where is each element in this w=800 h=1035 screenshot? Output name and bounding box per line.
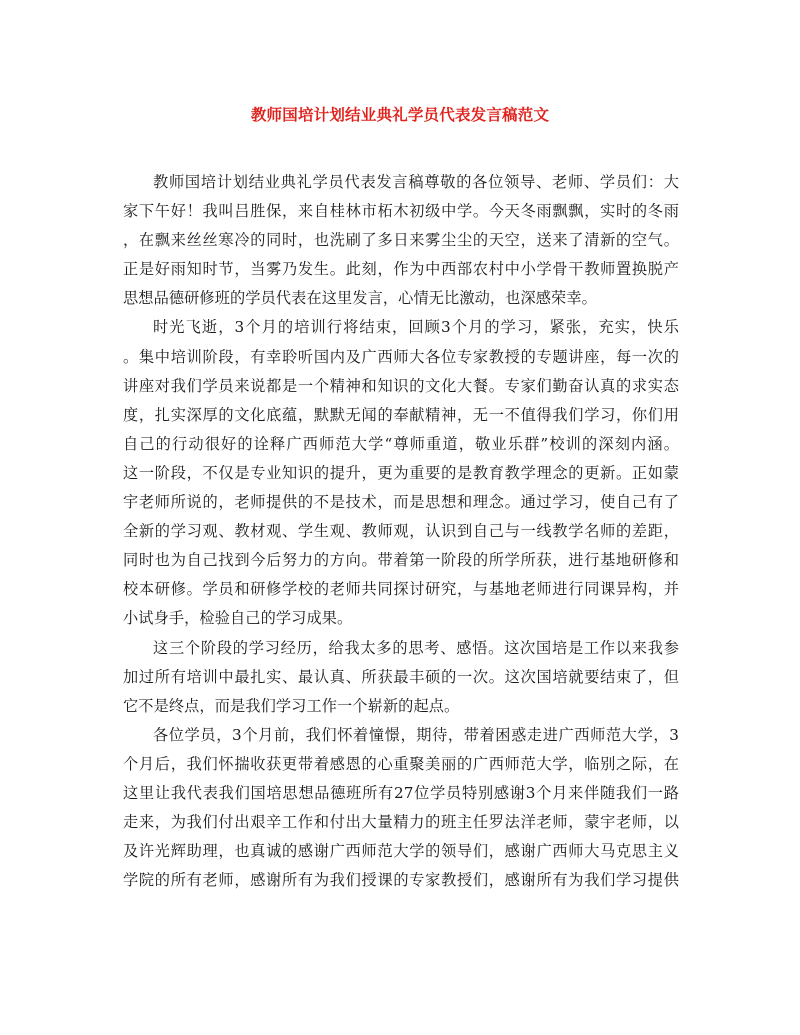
body-text-line: 个月后，我们怀揣收获更带着感恩的心重聚美丽的广西师范大学，临别之际，在 xyxy=(123,754,679,773)
body-text-line: 宇老师所说的，老师提供的不是技术，而是思想和理念。通过学习，使自己有了 xyxy=(123,493,679,512)
body-text-line: 及许光辉助理，也真诚的感谢广西师范大学的领导们，感谢广西师大马克思主义 xyxy=(123,842,679,861)
body-text-line: 讲座对我们学员来说都是一个精神和知识的文化大餐。专家们勤奋认真的求实态 xyxy=(123,376,679,395)
body-text-line: 走来，为我们付出艰辛工作和付出大量精力的班主任罗法洋老师，蒙宇老师，以 xyxy=(123,813,679,832)
body-text-line: 学院的所有老师，感谢所有为我们授课的专家教授们，感谢所有为我们学习提供 xyxy=(123,871,679,890)
body-text-line: 自己的行动很好的诠释广西师范大学“尊师重道，敬业乐群”校训的深刻内涵。 xyxy=(123,434,679,453)
body-text-line: 家下午好！我叫吕胜保，来自桂林市柘木初级中学。今天冬雨飘飘，实时的冬雨 xyxy=(123,202,679,221)
document-title: 教师国培计划结业典礼学员代表发言稿范文 xyxy=(250,105,550,124)
body-text-line: 小试身手，检验自己的学习成果。 xyxy=(123,609,353,628)
body-text-line: 加过所有培训中最扎实、最认真、所获最丰硕的一次。这次国培就要结束了，但 xyxy=(123,667,679,686)
body-text-line: 教师国培计划结业典礼学员代表发言稿尊敬的各位领导、老师、学员们：大 xyxy=(153,173,679,191)
body-text-line: 正是好雨知时节，当雾乃发生。此刻，作为中西部农村中小学骨干教师置换脱产 xyxy=(123,260,679,279)
body-text-line: 这一阶段，不仅是专业知识的提升，更为重要的是教育教学理念的更新。正如蒙 xyxy=(123,463,679,482)
body-text-line: 它不是终点，而是我们学习工作一个崭新的起点。 xyxy=(123,696,460,715)
body-text-line: 度，扎实深厚的文化底蕴，默默无闻的奉献精神，无一不值得我们学习，你们用 xyxy=(123,405,679,424)
body-text-line: 这三个阶段的学习经历，给我太多的思考、感悟。这次国培是工作以来我参 xyxy=(153,638,679,657)
body-text-line: 校本研修。学员和研修学校的老师共同探讨研究，与基地老师进行同课异构，并 xyxy=(123,580,679,599)
document-body xyxy=(123,168,679,895)
body-text-line: 时光飞逝，3个月的培训行将结束，回顾3个月的学习，紧张，充实，快乐 xyxy=(153,318,679,337)
body-text-line: 。集中培训阶段，有幸聆听国内及广西师大各位专家教授的专题讲座，每一次的 xyxy=(123,347,679,366)
body-text-line: 同时也为自己找到今后努力的方向。带着第一阶段的所学所获，进行基地研修和 xyxy=(123,551,679,570)
body-text-line: ，在飘来丝丝寒冷的同时，也洗刷了多日来雾尘尘的天空，送来了清新的空气。 xyxy=(123,231,679,250)
body-text-line: 各位学员，3个月前，我们怀着憧憬，期待，带着困惑走进广西师范大学，3 xyxy=(153,725,679,744)
body-text-line: 全新的学习观、教材观、学生观、教师观，认识到自己与一线教学名师的差距， xyxy=(123,522,679,541)
body-text-line: 这里让我代表我们国培思想品德班所有27位学员特别感谢3个月来伴随我们一路 xyxy=(123,783,679,802)
body-text-line: 思想品德研修班的学员代表在这里发言，心情无比激动，也深感荣幸。 xyxy=(123,289,597,308)
